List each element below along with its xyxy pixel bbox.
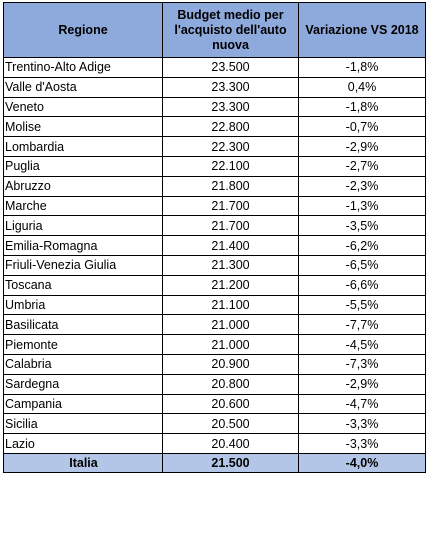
- cell-budget: 21.400: [163, 236, 299, 256]
- cell-budget: 20.500: [163, 414, 299, 434]
- cell-budget: 21.300: [163, 255, 299, 275]
- cell-variation: -7,3%: [299, 354, 426, 374]
- table-row: [4, 374, 426, 394]
- cell-region: Campania: [4, 394, 163, 414]
- total-region: Italia: [4, 453, 163, 472]
- cell-variation: -2,3%: [299, 176, 426, 196]
- cell-budget: 21.200: [163, 275, 299, 295]
- table-row: [4, 77, 426, 97]
- table-row: [4, 434, 426, 454]
- cell-region: Valle d'Aosta: [4, 77, 163, 97]
- cell-region: Toscana: [4, 275, 163, 295]
- cell-region: Sardegna: [4, 374, 163, 394]
- cell-region: Umbria: [4, 295, 163, 315]
- table-row: [4, 275, 426, 295]
- header-variation: Variazione VS 2018: [299, 3, 426, 58]
- table-row: [4, 394, 426, 414]
- cell-variation: -6,6%: [299, 275, 426, 295]
- total-variation: -4,0%: [299, 453, 426, 472]
- cell-budget: 21.000: [163, 335, 299, 355]
- cell-region: Emilia-Romagna: [4, 236, 163, 256]
- table-row: [4, 295, 426, 315]
- cell-budget: 21.100: [163, 295, 299, 315]
- table-row: [4, 137, 426, 157]
- cell-variation: -6,2%: [299, 236, 426, 256]
- table-row: [4, 196, 426, 216]
- cell-region: Lazio: [4, 434, 163, 454]
- cell-region: Marche: [4, 196, 163, 216]
- table-body: [4, 58, 426, 473]
- cell-variation: 0,4%: [299, 77, 426, 97]
- cell-variation: -2,9%: [299, 137, 426, 157]
- cell-region: Puglia: [4, 156, 163, 176]
- table-row: [4, 156, 426, 176]
- table-row: [4, 58, 426, 78]
- header-budget: Budget medio per l'acquisto dell'auto nuova: [163, 3, 299, 58]
- cell-region: Lombardia: [4, 137, 163, 157]
- table-row: [4, 315, 426, 335]
- cell-variation: -1,8%: [299, 97, 426, 117]
- cell-budget: 21.700: [163, 216, 299, 236]
- cell-variation: -2,7%: [299, 156, 426, 176]
- cell-budget: 23.300: [163, 97, 299, 117]
- cell-region: Piemonte: [4, 335, 163, 355]
- cell-variation: -0,7%: [299, 117, 426, 137]
- cell-region: Calabria: [4, 354, 163, 374]
- cell-region: Veneto: [4, 97, 163, 117]
- cell-variation: -4,7%: [299, 394, 426, 414]
- cell-variation: -3,3%: [299, 414, 426, 434]
- cell-region: Sicilia: [4, 414, 163, 434]
- cell-budget: 22.100: [163, 156, 299, 176]
- cell-variation: -6,5%: [299, 255, 426, 275]
- cell-variation: -1,3%: [299, 196, 426, 216]
- data-table-container: [3, 2, 426, 473]
- table-row: [4, 97, 426, 117]
- cell-budget: 20.800: [163, 374, 299, 394]
- regional-budget-table: [3, 2, 426, 473]
- cell-budget: 20.900: [163, 354, 299, 374]
- cell-variation: -3,3%: [299, 434, 426, 454]
- cell-region: Molise: [4, 117, 163, 137]
- table-row: [4, 335, 426, 355]
- table-row: [4, 117, 426, 137]
- cell-region: Liguria: [4, 216, 163, 236]
- cell-budget: 21.700: [163, 196, 299, 216]
- cell-region: Trentino-Alto Adige: [4, 58, 163, 78]
- cell-budget: 21.000: [163, 315, 299, 335]
- header-region: Regione: [4, 3, 163, 58]
- cell-budget: 20.400: [163, 434, 299, 454]
- cell-region: Abruzzo: [4, 176, 163, 196]
- cell-budget: 22.800: [163, 117, 299, 137]
- table-row: [4, 255, 426, 275]
- cell-variation: -1,8%: [299, 58, 426, 78]
- cell-region: Basilicata: [4, 315, 163, 335]
- cell-budget: 21.800: [163, 176, 299, 196]
- cell-budget: 23.500: [163, 58, 299, 78]
- cell-budget: 23.300: [163, 77, 299, 97]
- cell-variation: -5,5%: [299, 295, 426, 315]
- table-row: [4, 236, 426, 256]
- cell-budget: 20.600: [163, 394, 299, 414]
- header-row: [4, 3, 426, 58]
- cell-variation: -4,5%: [299, 335, 426, 355]
- cell-variation: -3,5%: [299, 216, 426, 236]
- total-budget: 21.500: [163, 453, 299, 472]
- table-row: [4, 354, 426, 374]
- table-row: [4, 216, 426, 236]
- cell-budget: 22.300: [163, 137, 299, 157]
- cell-variation: -7,7%: [299, 315, 426, 335]
- total-row: [4, 453, 426, 472]
- table-row: [4, 414, 426, 434]
- cell-region: Friuli-Venezia Giulia: [4, 255, 163, 275]
- cell-variation: -2,9%: [299, 374, 426, 394]
- table-row: [4, 176, 426, 196]
